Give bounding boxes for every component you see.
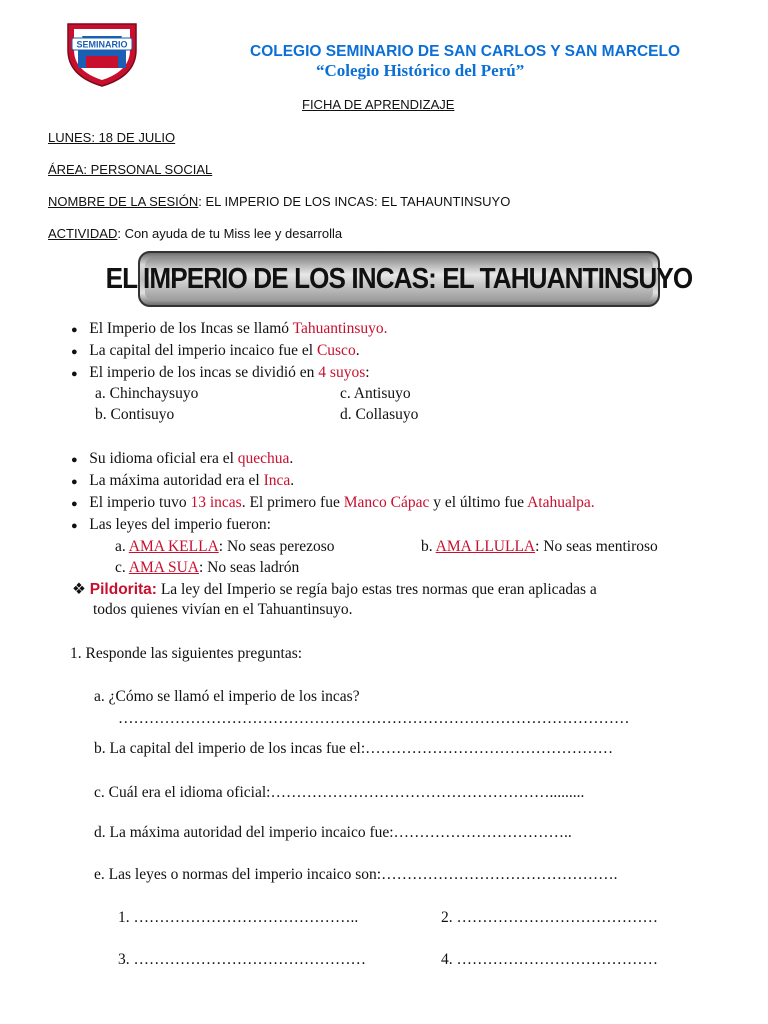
suyo-d: d. Collasuyo — [340, 406, 419, 423]
fact-laws: ● Las leyes del imperio fueron: — [71, 516, 271, 533]
fact-capital: ● La capital del imperio incaico fue el Cusco. — [71, 342, 360, 359]
bullet-icon: ● — [71, 498, 78, 510]
law-answer-3[interactable]: 3. ……………………………………… — [118, 951, 366, 968]
law-c: c. AMA SUA: No seas ladrón — [115, 559, 300, 576]
question-d[interactable]: d. La máxima autoridad del imperio incaico fue:…………………………….. — [94, 824, 572, 841]
logo-text: SEMINARIO — [76, 39, 128, 50]
bullet-icon: ● — [71, 476, 78, 488]
fact-language: ● Su idioma oficial era el quechua. — [71, 450, 294, 467]
bullet-icon: ● — [71, 324, 78, 336]
bullet-icon: ● — [71, 454, 78, 466]
law-answer-1[interactable]: 1. …………………………………….. — [118, 909, 359, 926]
answer-line-a[interactable]: ……………………………………………………………………………………… — [118, 710, 630, 727]
law-answer-4[interactable]: 4. ………………………………… — [441, 951, 658, 968]
date-line: LUNES: 18 DE JULIO — [48, 130, 176, 145]
session-line — [48, 194, 510, 209]
session-value: : EL IMPERIO DE LOS INCAS: EL TAHAUNTINSUYO — [198, 194, 511, 209]
activity-label: ACTIVIDAD — [48, 226, 118, 241]
question-e[interactable]: e. Las leyes o normas del imperio incaico son:………………………………………. — [94, 866, 618, 883]
lesson-banner — [105, 251, 693, 307]
question-a: a. ¿Cómo se llamó el imperio de los incas? — [94, 688, 360, 705]
law-b: b. AMA LLULLA: No seas mentiroso — [421, 538, 658, 555]
bullet-icon: ● — [71, 346, 78, 358]
law-answer-2[interactable]: 2. ………………………………… — [441, 909, 658, 926]
suyo-c: c. Antisuyo — [340, 385, 411, 402]
fact-name: ● El Imperio de los Incas se llamó Tahuantinsuyo. — [71, 320, 388, 337]
suyo-a: a. Chinchaysuyo — [95, 385, 199, 402]
law-a: a. AMA KELLA: No seas perezoso — [115, 538, 335, 555]
document-title: FICHA DE APRENDIZAJE — [302, 97, 455, 112]
question-c[interactable]: c. Cuál era el idioma oficial:………………………………………………......... — [94, 784, 585, 801]
fact-rulers: ● El imperio tuvo 13 incas. El primero fue Manco Cápac y el último fue Atahualpa. — [71, 494, 595, 511]
school-crest-logo — [64, 20, 140, 88]
pildorita-line-1: ❖ Pildorita: La ley del Imperio se regía bajo estas tres normas que eran aplicadas a — [72, 581, 597, 598]
bullet-icon: ● — [71, 368, 78, 380]
pildorita-line-2: todos quienes vivían en el Tahuantinsuyo. — [93, 601, 353, 618]
activity-value: : Con ayuda de tu Miss lee y desarrolla — [117, 226, 343, 241]
school-motto: “Colegio Histórico del Perú” — [316, 61, 525, 80]
question-b[interactable]: b. La capital del imperio de los incas fue el:………………………………………… — [94, 740, 614, 757]
school-name: COLEGIO SEMINARIO DE SAN CARLOS Y SAN MARCELO — [250, 43, 681, 60]
session-label: NOMBRE DE LA SESIÓN — [48, 194, 199, 209]
bullet-icon: ● — [71, 520, 78, 532]
fact-suyos: ● El imperio de los incas se dividió en 4 suyos: — [71, 364, 370, 381]
banner-title: EL IMPERIO DE LOS INCAS: EL TAHUANTINSUYO — [105, 262, 693, 295]
activity-line — [48, 226, 342, 241]
area-line: ÁREA: PERSONAL SOCIAL — [48, 162, 213, 177]
fact-authority: ● La máxima autoridad era el Inca. — [71, 472, 295, 489]
suyo-b: b. Contisuyo — [95, 406, 175, 423]
questions-heading: 1. Responde las siguientes preguntas: — [70, 645, 303, 662]
diamond-bullet-icon: ❖ — [72, 581, 86, 598]
